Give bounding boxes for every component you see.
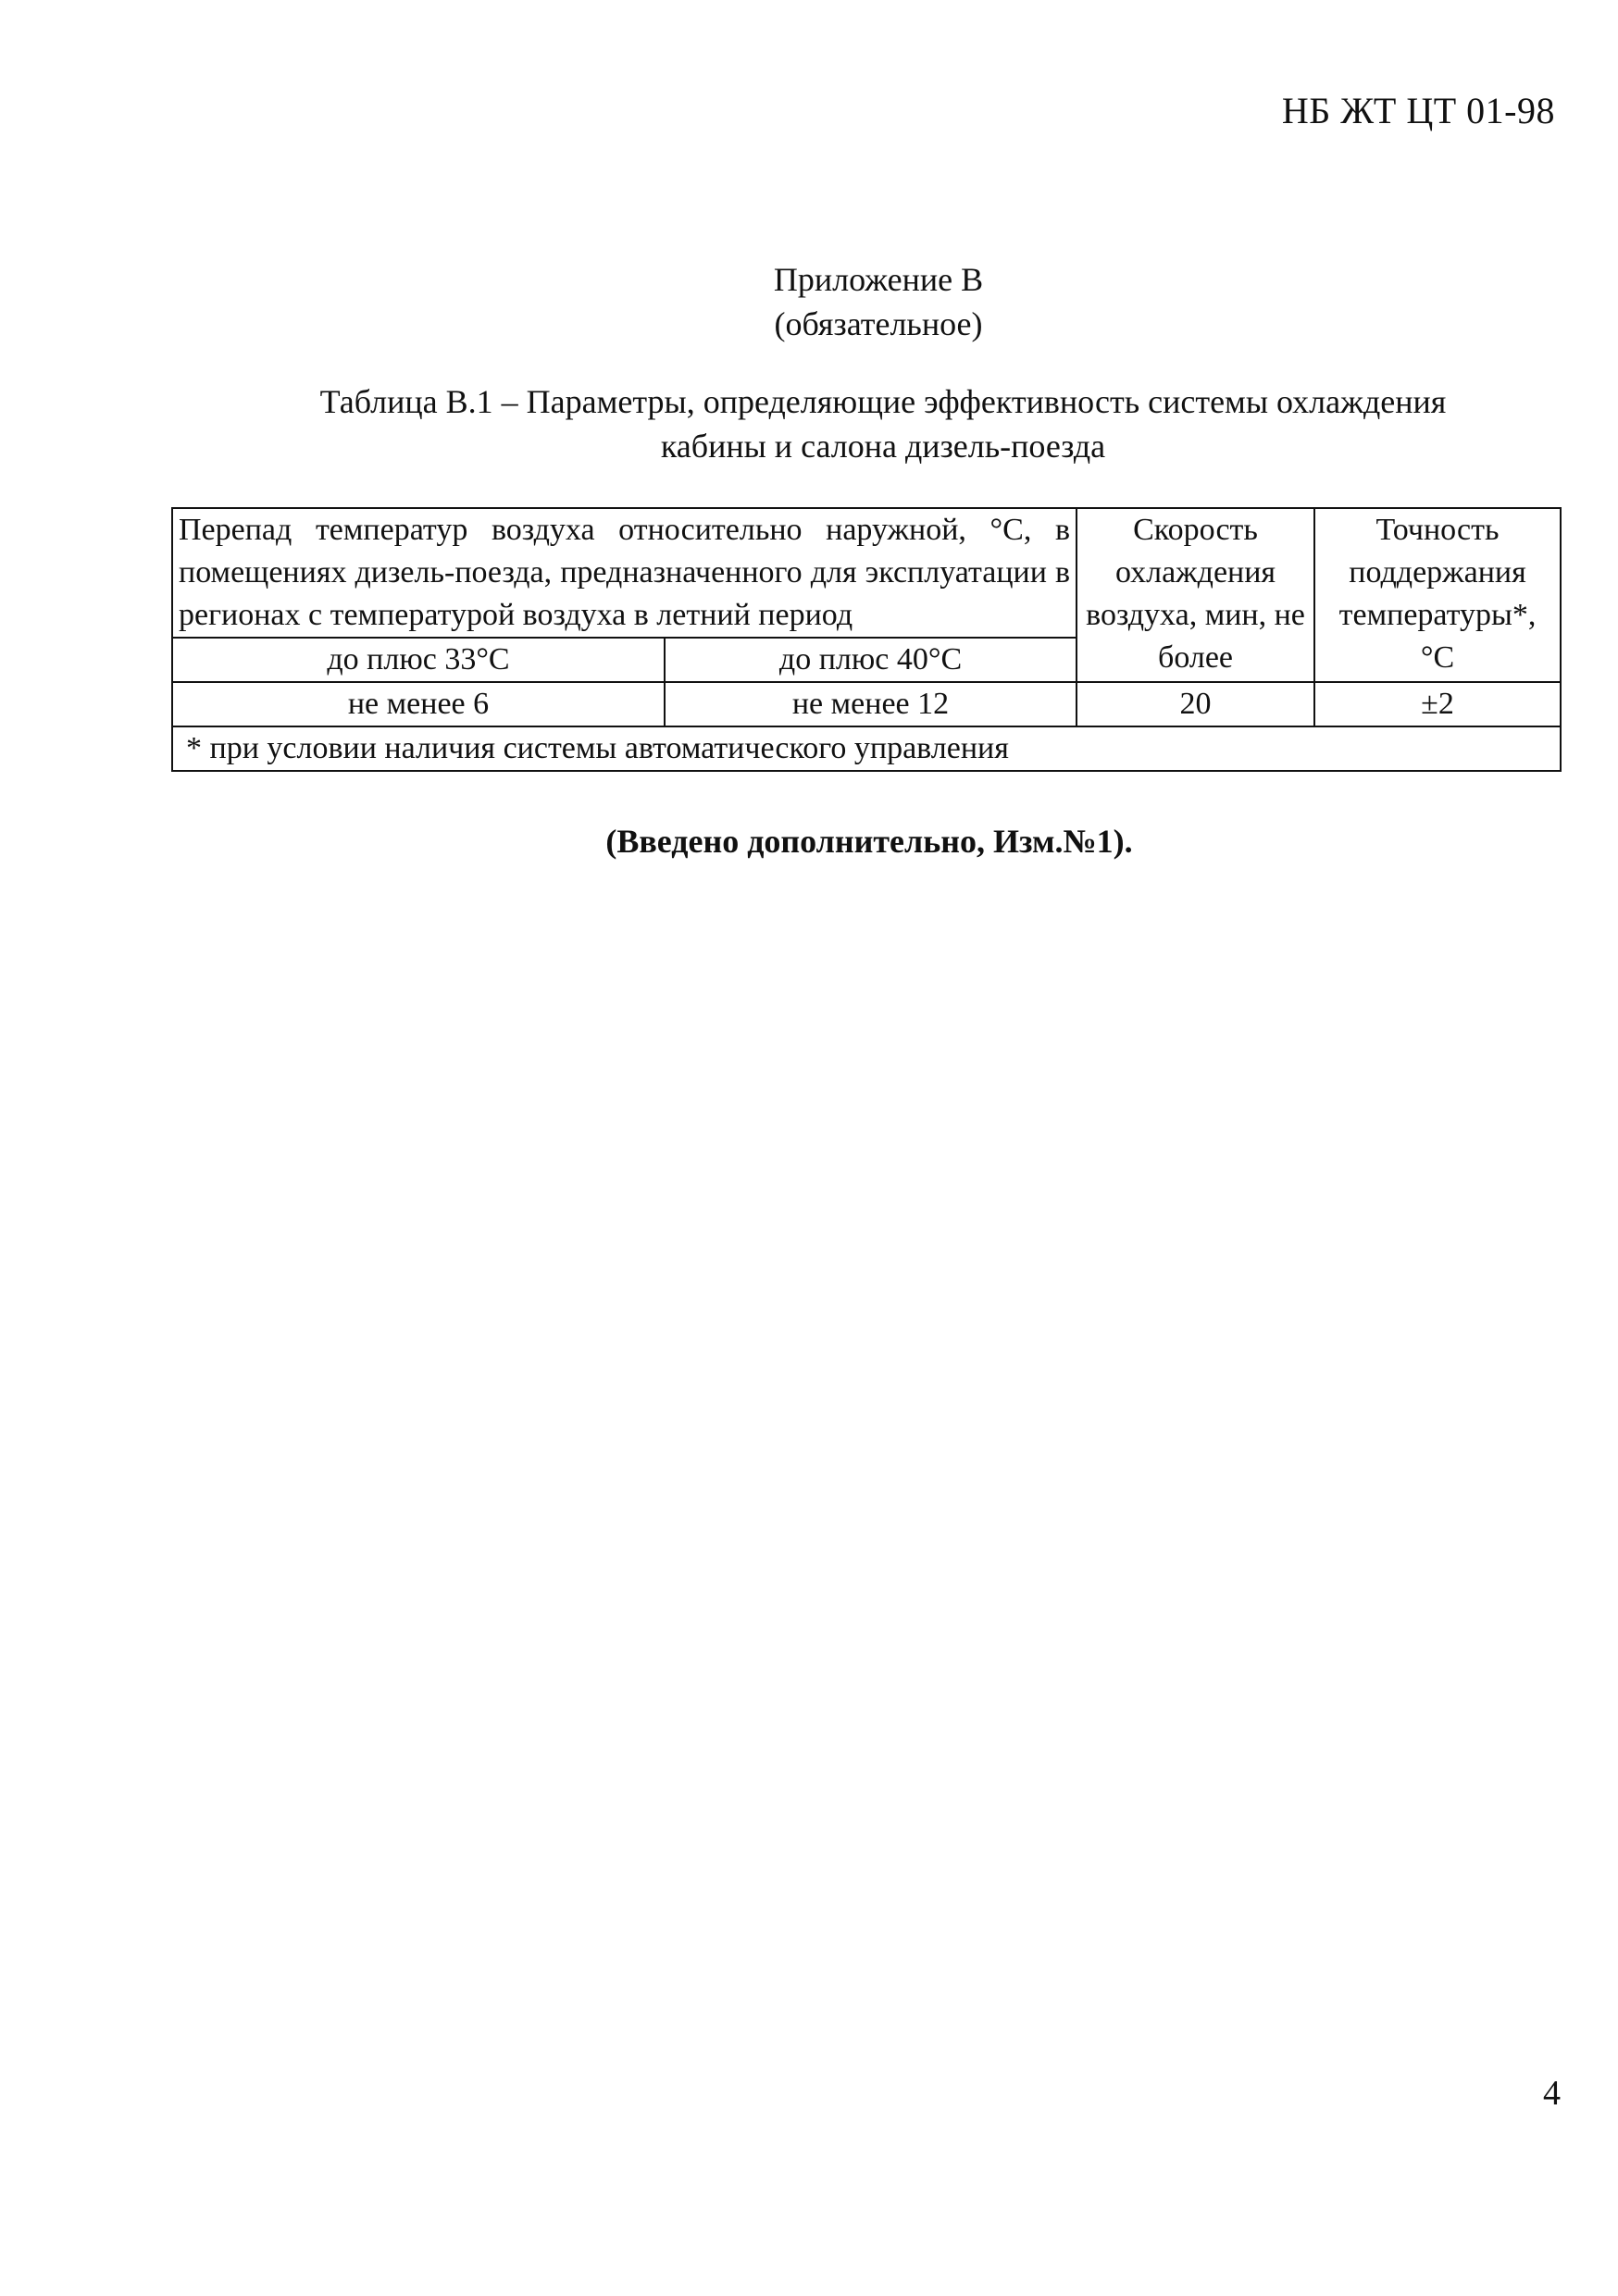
value-temperature-accuracy: ±2 <box>1314 682 1561 726</box>
table-header-row <box>172 508 1561 638</box>
appendix-title: Приложение В <box>773 261 984 298</box>
subheader-up-to-33: до плюс 33°С <box>172 638 665 682</box>
appendix-status: (обязательное) <box>774 305 983 342</box>
header-temperature-accuracy: Точность поддержания температуры*, °С <box>1314 508 1561 682</box>
table-caption <box>0 379 1618 468</box>
page-number: 4 <box>1543 2074 1561 2113</box>
header-temperature-difference: Перепад температур воздуха относительно наружной, °С, в помещениях дизель-поезда, предназначенного для эксплуатации в регионах с температурой воздуха в летний период <box>172 508 1077 638</box>
table-row <box>172 682 1561 726</box>
value-min-12: не менее 12 <box>665 682 1077 726</box>
parameters-table <box>171 507 1562 772</box>
table-footnote-row <box>172 726 1561 771</box>
document-code: НБ ЖТ ЦТ 01-98 <box>1281 90 1555 131</box>
parameters-table-container <box>171 507 1560 772</box>
value-min-6: не менее 6 <box>172 682 665 726</box>
table-caption-line-1: Таблица В.1 – Параметры, определяющие эффективность системы охлаждения <box>319 383 1447 420</box>
table-footnote: * при условии наличия системы автоматического управления <box>172 726 1561 771</box>
table-caption-line-2: кабины и салона дизель-поезда <box>660 428 1106 465</box>
amendment-note: (Введено дополнительно, Изм.№1). <box>605 823 1133 860</box>
header-cooling-speed: Скорость охлаждения воздуха, мин, не более <box>1077 508 1314 682</box>
subheader-up-to-40: до плюс 40°С <box>665 638 1077 682</box>
value-cooling-speed: 20 <box>1077 682 1314 726</box>
appendix-heading <box>0 257 1618 346</box>
